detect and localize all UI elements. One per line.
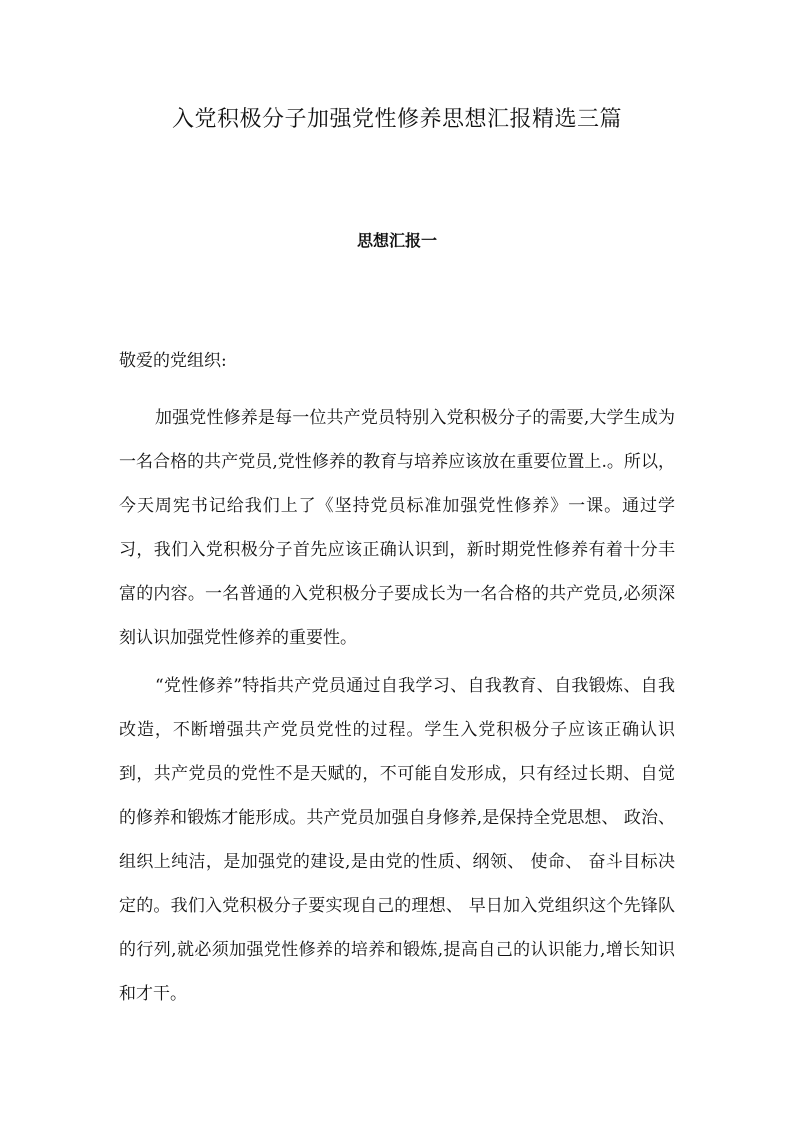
body-paragraph: “党性修养”特指共产党员通过自我学习、自我教育、自我锻炼、自我改造，不断增强共产党员党性的过程。学生入党积极分子应该正确认识到，共产党员的党性不是天赋的，不可能自发形成，只有经过长期、自觉的修养和锻炼才能形成。共产党员加强自身修养,是保持全党思想、 政治、 组织上纯洁，是加强党的建设,是由党的性质、纲领、 使命、 奋斗目标决定的。我们入党积极分子要实现自己的理想、 早日加入党组织这个先锋队的行列,就必须加强党性修养的培养和锻炼,提高自己的认识能力,增长知识和才干。 [119, 676, 675, 1004]
document-title: 入党积极分子加强党性修养思想汇报精选三篇 [171, 107, 622, 132]
body-paragraph: 加强党性修养是每一位共产党员特别入党积极分子的需要,大学生成为一名合格的共产党员,党性修养的教育与培养应该放在重要位置上.。所以，今天周宪书记给我们上了《坚持党员标准加强党性修养》一课。通过学习，我们入党积极分子首先应该正确认识到，新时期党性修养有着十分丰富的内容。一名普通的入党积极分子要成长为一名合格的共产党员,必须深刻认识加强党性修养的重要性。 [119, 408, 675, 648]
salutation: 敬爱的党组织: [119, 351, 227, 371]
section-title: 思想汇报一 [356, 231, 437, 250]
